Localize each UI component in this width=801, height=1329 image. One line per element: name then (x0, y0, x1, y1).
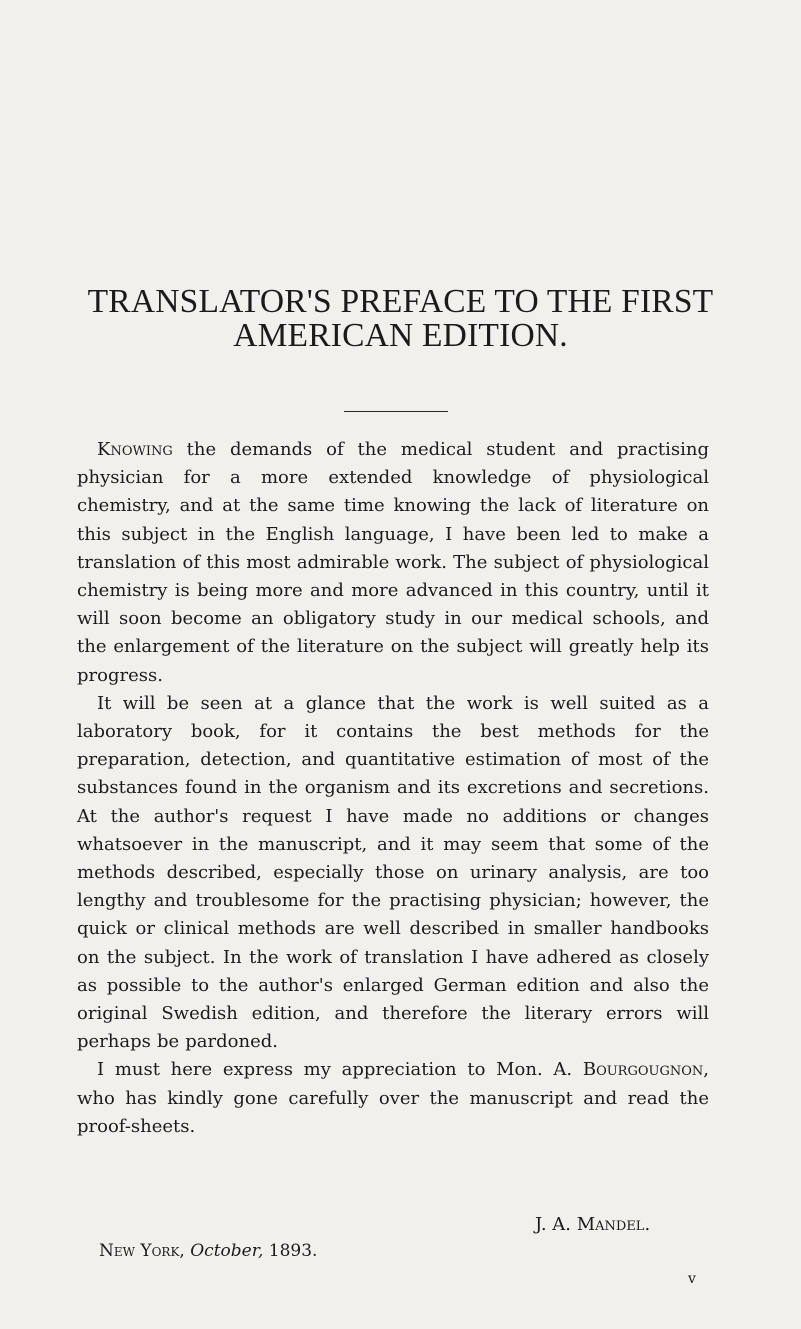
dateline (99, 1241, 317, 1261)
title-line-1: TRANSLATOR'S PREFACE TO THE FIRST (87, 283, 714, 320)
title-divider (344, 411, 448, 412)
paragraph-3 (77, 1056, 709, 1141)
paragraph-2: It will be seen at a glance that the work is well suited as a laboratory book, for it contains the best methods for the preparation, detection, and quantitative estimation of most of the substances found in the organism and its excretions and secretions. At the author's request I have made no additions or changes whatsoever in the manuscript, and it may seem that some of the methods described, especially those on urinary analysis, are too lengthy and troublesome for the practising physician; however, the quick or clinical methods are well described in smaller handbooks on the subject. In the work of translation I have adhered as closely as possible to the author's enlarged German edition and also the original Swedish edition, and therefore the literary errors will perhaps be pardoned. (77, 692, 709, 1053)
dateline-year: 1893. (263, 1241, 318, 1261)
paragraph-1-text: the demands of the medical student and practising physician for a more extended knowledge of physiological chemistry, and at the same time knowing the lack of literature on this subject in the English language, I have been led to make a translation of this most admirable work. The subject of physiological chemistry is being more and more advanced in this country, until it will soon become an obligatory study in our medical schools, and the enlargement of the literature on the subject will greatly help its progress. (77, 439, 709, 686)
paragraph-1 (77, 436, 709, 690)
paragraph-3-text-a: I must here express my appreciation to Mon. A. (97, 1059, 583, 1081)
page-title (0, 285, 801, 353)
dateline-place: New York, (99, 1241, 191, 1261)
page-number: v (688, 1271, 696, 1287)
dateline-month: October, (190, 1241, 264, 1261)
signature: J. A. Mandel. (535, 1214, 651, 1235)
title-line-2: AMERICAN EDITION. (233, 317, 568, 354)
person-name: Bourgougnon (582, 1059, 704, 1081)
drop-lead-word: Knowing (97, 439, 173, 460)
preface-body (77, 436, 709, 1141)
paragraph-3-text-b: , who has kindly gone carefully over the manuscript and read the proof-sheets. (77, 1059, 709, 1137)
